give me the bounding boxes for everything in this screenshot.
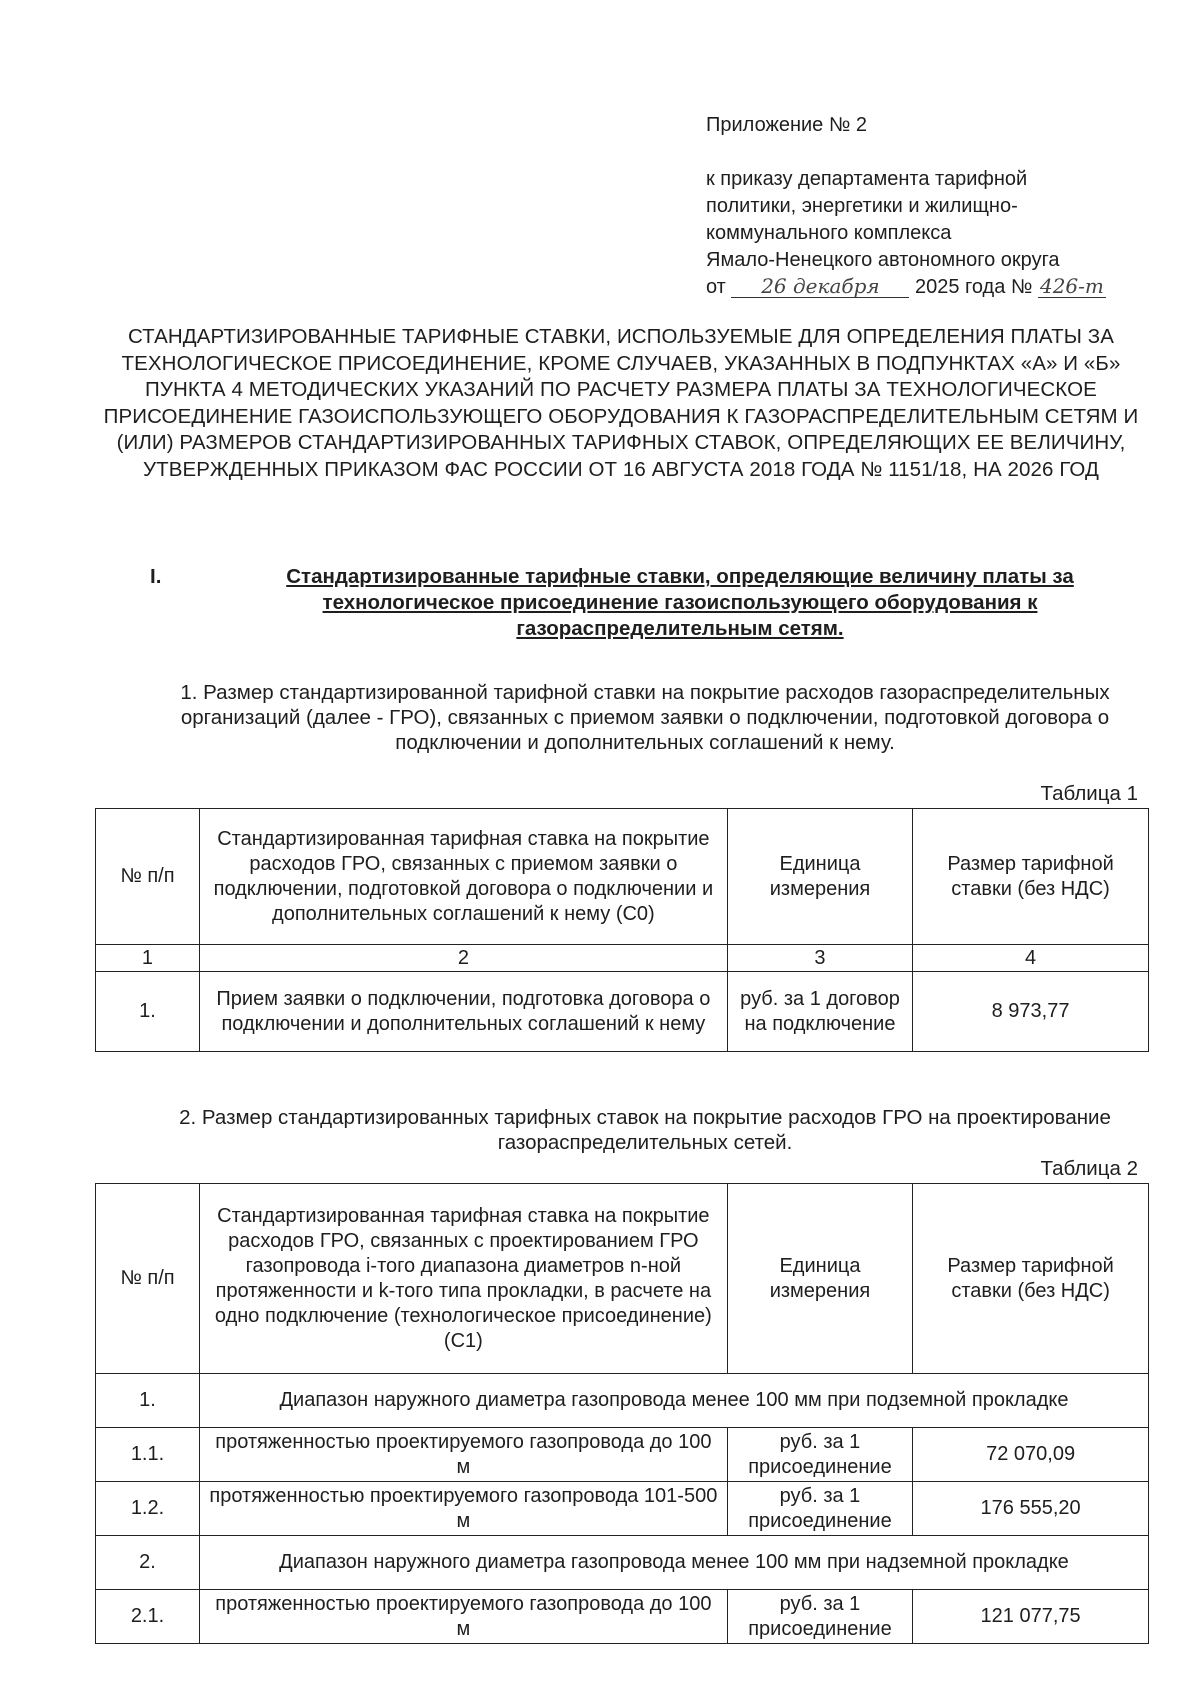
order-year: 2025 года № <box>914 276 1033 298</box>
column-number-row <box>96 945 1149 972</box>
header-cell-number: № п/п <box>96 809 200 945</box>
order-date-line <box>706 274 1126 301</box>
row-value: 72 070,09 <box>913 1428 1149 1482</box>
row-number: 1.2. <box>96 1482 200 1536</box>
row-unit: руб. за 1 договор на подключение <box>727 972 912 1052</box>
appendix-line: коммунального комплекса <box>706 222 952 244</box>
section-number: I. <box>150 565 162 588</box>
table-1-caption: Таблица 1 <box>1040 782 1138 805</box>
table-header-row <box>96 1184 1149 1374</box>
row-number: 2.1. <box>96 1590 200 1644</box>
row-value: 176 555,20 <box>913 1482 1149 1536</box>
appendix-number: Приложение № 2 <box>706 114 867 136</box>
row-number: 1.1. <box>96 1428 200 1482</box>
group-row <box>96 1536 1149 1590</box>
handwritten-date: 26 декабря <box>731 275 909 298</box>
table-2-caption: Таблица 2 <box>1040 1157 1138 1180</box>
row-unit: руб. за 1 присоединение <box>727 1482 913 1536</box>
date-prefix: от <box>706 276 726 298</box>
section-1 <box>150 564 1140 642</box>
column-number-cell: 4 <box>913 945 1149 972</box>
header-cell-number: № п/п <box>96 1184 200 1374</box>
appendix-line: к приказу департамента тарифной <box>706 168 1028 190</box>
group-title: Диапазон наружного диаметра газопровода менее 100 мм при надземной прокладке <box>200 1536 1149 1590</box>
header-cell-rate: Стандартизированная тарифная ставка на покрытие расходов ГРО, связанных с проектированием ГРО газопровода i-того диапазона диаметров n-ной протяженности и k-того типа прокладки, в расчете на одно подключение (технологическое присоединение) (С1) <box>200 1184 728 1374</box>
row-value: 121 077,75 <box>913 1590 1149 1644</box>
row-unit: руб. за 1 присоединение <box>727 1428 913 1482</box>
table-header-row <box>96 809 1149 945</box>
header-cell-unit: Единица измерения <box>727 1184 913 1374</box>
appendix-line: Ямало-Ненецкого автономного округа <box>706 249 1060 271</box>
header-cell-value: Размер тарифной ставки (без НДС) <box>913 1184 1149 1374</box>
table-row <box>96 972 1149 1052</box>
appendix-block <box>706 112 1126 301</box>
row-name: протяженностью проектируемого газопровода до 100 м <box>200 1590 728 1644</box>
document-title: СТАНДАРТИЗИРОВАННЫЕ ТАРИФНЫЕ СТАВКИ, ИСПОЛЬЗУЕМЫЕ ДЛЯ ОПРЕДЕЛЕНИЯ ПЛАТЫ ЗА ТЕХНОЛОГИЧЕСКОЕ ПРИСОЕДИНЕНИЕ, КРОМЕ СЛУЧАЕВ, УКАЗАННЫХ В ПОДПУНКТАХ «А» И «Б» ПУНКТА 4 МЕТОДИЧЕСКИХ УКАЗАНИЙ ПО РАСЧЕТУ РАЗМЕРА ПЛАТЫ ЗА ТЕХНОЛОГИЧЕСКОЕ ПРИСОЕДИНЕНИЕ ГАЗОИСПОЛЬЗУЮЩЕГО ОБОРУДОВАНИЯ К ГАЗОРАСПРЕДЕЛИТЕЛЬНЫМ СЕТЯМ И (ИЛИ) РАЗМЕРОВ СТАНДАРТИЗИРОВАННЫХ ТАРИФНЫХ СТАВОК, ОПРЕДЕЛЯЮЩИХ ЕЕ ВЕЛИЧИНУ, УТВЕРЖДЕННЫХ ПРИКАЗОМ ФАС РОССИИ ОТ 16 АВГУСТА 2018 ГОДА № 1151/18, НА 2026 ГОД <box>103 325 1139 481</box>
row-name: протяженностью проектируемого газопровода до 100 м <box>200 1428 728 1482</box>
table-1 <box>95 808 1149 1052</box>
paragraph-2: 2. Размер стандартизированных тарифных ставок на покрытие расходов ГРО на проектирование газораспределительных сетей. <box>179 1106 1111 1154</box>
appendix-line: политики, энергетики и жилищно- <box>706 195 1018 217</box>
handwritten-order-number: 426-т <box>1038 275 1106 298</box>
table-row <box>96 1590 1149 1644</box>
column-number-cell: 3 <box>727 945 912 972</box>
table-2 <box>95 1183 1149 1644</box>
paragraph-1: 1. Размер стандартизированной тарифной ставки на покрытие расходов газораспределительных организаций (далее - ГРО), связанных с приемом заявки о подключении, подготовкой договора о подключении и дополнительных соглашений к нему. <box>180 681 1110 754</box>
group-row <box>96 1374 1149 1428</box>
group-title: Диапазон наружного диаметра газопровода менее 100 мм при подземной прокладке <box>200 1374 1149 1428</box>
row-unit: руб. за 1 присоединение <box>727 1590 913 1644</box>
row-name: Прием заявки о подключении, подготовка договора о подключении и дополнительных соглашений к нему <box>199 972 727 1052</box>
section-heading: Стандартизированные тарифные ставки, определяющие величину платы за технологическое присоединение газоиспользующего оборудования к газораспределительным сетям. <box>286 565 1074 640</box>
header-cell-unit: Единица измерения <box>727 809 912 945</box>
row-name: протяженностью проектируемого газопровода 101-500 м <box>200 1482 728 1536</box>
group-number: 2. <box>96 1536 200 1590</box>
header-cell-value: Размер тарифной ставки (без НДС) <box>913 809 1149 945</box>
row-value: 8 973,77 <box>913 972 1149 1052</box>
table-row <box>96 1428 1149 1482</box>
group-number: 1. <box>96 1374 200 1428</box>
table-row <box>96 1482 1149 1536</box>
column-number-cell: 2 <box>199 945 727 972</box>
column-number-cell: 1 <box>96 945 200 972</box>
header-cell-rate: Стандартизированная тарифная ставка на покрытие расходов ГРО, связанных с приемом заявки о подключении, подготовкой договора о подключении и дополнительных соглашений к нему (С0) <box>199 809 727 945</box>
row-number: 1. <box>96 972 200 1052</box>
